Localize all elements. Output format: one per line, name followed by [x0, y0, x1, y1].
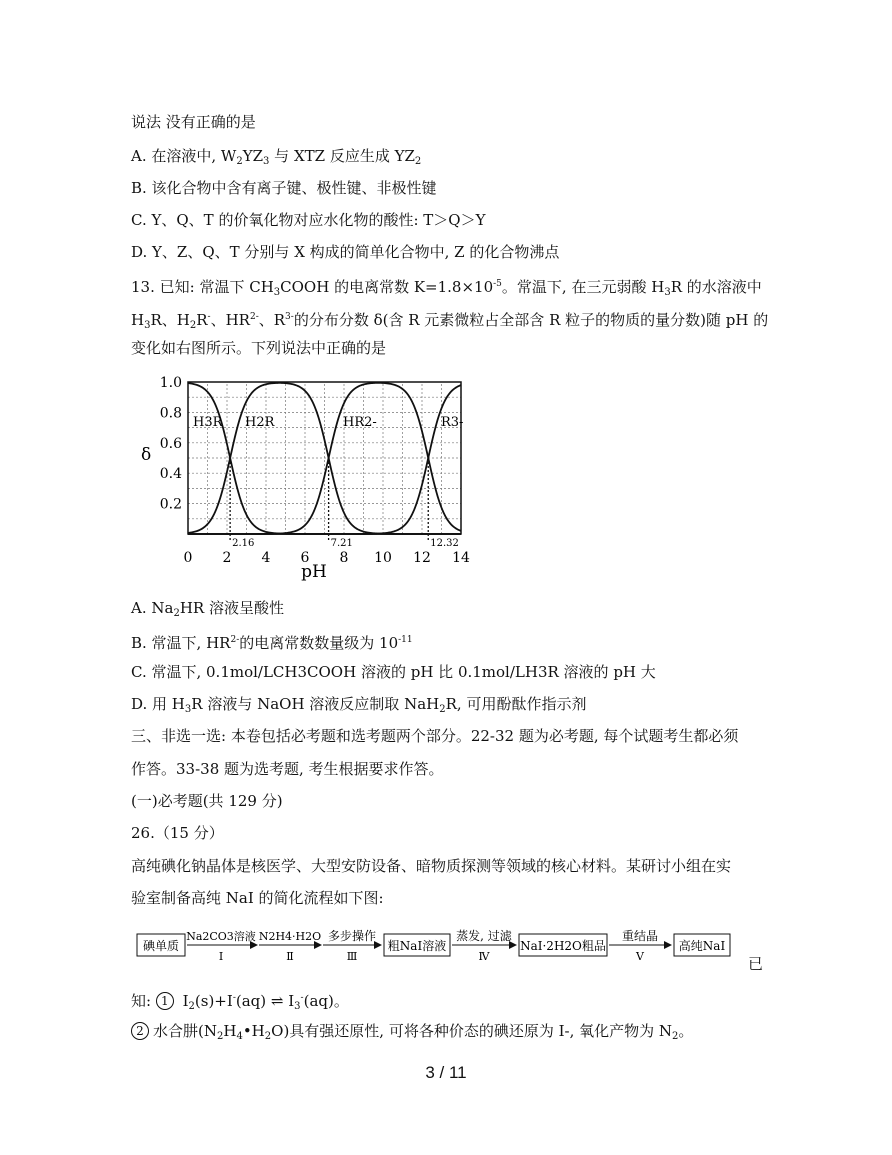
option-c-q12: C. Y、Q、T 的价氧化物对应水化物的酸性: T＞Q＞Y	[131, 211, 486, 229]
circled-number-2: 2	[131, 1022, 149, 1040]
svg-text:粗NaI溶液: 粗NaI溶液	[387, 939, 447, 953]
x-tick-label: 2	[222, 550, 232, 566]
question-13-line-1: 13. 已知: 常温下 $CH_3COOH$ 的电离常数 $K=1.8\times 10^{-5}$。常温下, 在三元弱酸 $H_3R$ 的水溶液中	[131, 278, 762, 298]
distribution-chart	[131, 370, 491, 585]
option-a-q12: A. 在溶液中, $W_2YZ_3$ 与 XTZ 反应生成 $YZ_2$	[131, 147, 422, 167]
given-line-2: 2 水合肼$(N_2H_4•H_2O)$具有强还原性, 可将各种价态的碘还原为 I-, 氧化产物为 $N_2$。	[131, 1021, 693, 1047]
svg-text:Ⅰ: Ⅰ	[218, 950, 224, 963]
x-tick-label: 0	[183, 550, 193, 566]
section-3-line-1: 三、非选一选: 本卷包括必考题和选考题两个部分。22-32 题为必考题, 每个试题考生都必须	[131, 727, 739, 745]
x-tick-label: 10	[374, 550, 392, 566]
option-b-q13: B. 常温下, $HR^{2-}$的电离常数数量级为 $10^{-11}$	[131, 634, 413, 652]
y-tick-label: 0.2	[159, 496, 182, 513]
series-label-h2r: H2R	[245, 415, 275, 430]
text-line-1: 说法 没有正确的是	[131, 113, 256, 131]
svg-text:多步操作: 多步操作	[327, 929, 377, 943]
x-tick-label: 8	[339, 550, 349, 566]
question-26-line-2: 验室制备高纯 NaI 的简化流程如下图:	[131, 889, 384, 907]
x-tick-label: 14	[452, 550, 470, 566]
pka-annotation: 7.21	[330, 538, 353, 549]
series-label-hr2: HR2-	[343, 415, 377, 430]
y-tick-label: 0.8	[159, 405, 182, 422]
series-label-r3: R3-	[441, 415, 464, 430]
svg-text:Ⅴ: Ⅴ	[636, 950, 644, 963]
y-tick-label: 0.4	[159, 466, 182, 483]
svg-text:NaI·2H2O粗品: NaI·2H2O粗品	[520, 939, 606, 953]
svg-text:蒸发, 过滤: 蒸发, 过滤	[456, 929, 512, 943]
svg-text:N2H4·H2O: N2H4·H2O	[258, 930, 322, 943]
option-b-q12: B. 该化合物中含有离子键、极性键、非极性键	[131, 179, 437, 197]
process-flow	[131, 926, 771, 970]
option-c-q13: C. 常温下, 0.1mol/LCH3COOH 溶液的 pH 比 0.1mol/LH3R 溶液的 pH 大	[131, 663, 656, 681]
x-tick-label: 4	[261, 550, 271, 566]
chart-ticks	[160, 375, 470, 566]
circled-number-1: 1	[156, 992, 174, 1010]
chart-grid	[188, 382, 464, 534]
svg-text:高纯NaI: 高纯NaI	[678, 939, 726, 953]
given-line-1: 知: 1 $I_2(s)+I^-(aq)$ ⇌ $I_3^-(aq)$。	[131, 992, 349, 1012]
y-tick-label: 0.6	[159, 435, 182, 452]
pka-annotation: 12.32	[430, 538, 459, 549]
section-3-line-2: 作答。33-38 题为选考题, 考生根据要求作答。	[131, 760, 444, 778]
svg-text:碘单质: 碘单质	[142, 939, 180, 953]
option-d-q13: D. 用 $H_3R$ 溶液与 NaOH 溶液反应制取 NaH$_2$R, 可用酚酞作指示剂	[131, 695, 587, 715]
x-tick-label: 12	[413, 550, 431, 566]
question-26-heading: 26.（15 分）	[131, 824, 224, 842]
svg-text:重结晶: 重结晶	[621, 929, 659, 943]
question-13-line-2: $H_3R$、$H_2R^-$、$HR^{2-}$、$R^{3-}$的分布分数 δ(含 R 元素微粒占全部含 R 粒子的物质的量分数)随 pH 的	[131, 311, 769, 331]
text-yi: 已	[748, 955, 764, 973]
svg-text:Ⅱ: Ⅱ	[286, 950, 294, 963]
option-d-q12: D. Y、Z、Q、T 分别与 X 构成的简单化合物中, Z 的化合物沸点	[131, 243, 560, 261]
x-tick-label: 6	[300, 550, 310, 566]
y-tick-label: 1.0	[159, 375, 182, 391]
option-a-q13: A. $Na_2HR$ 溶液呈酸性	[131, 599, 284, 619]
question-13-line-3: 变化如右图所示。下列说法中正确的是	[131, 339, 387, 357]
page-number: 3 / 11	[425, 1063, 467, 1082]
svg-text:Ⅲ: Ⅲ	[346, 950, 358, 963]
svg-text:Na2CO3溶液: Na2CO3溶液	[186, 930, 256, 943]
x-axis-label: pH	[301, 562, 327, 582]
pka-annotation: 2.16	[232, 538, 255, 549]
question-26-line-1: 高纯碘化钠晶体是核医学、大型安防设备、暗物质探测等领域的核心材料。某研讨小组在实	[131, 857, 732, 875]
series-label-h3r: H3R	[193, 415, 223, 430]
section-heading-required: (一)必考题(共 129 分)	[131, 792, 283, 810]
svg-text:Ⅳ: Ⅳ	[478, 950, 490, 963]
y-axis-label: δ	[141, 445, 152, 465]
